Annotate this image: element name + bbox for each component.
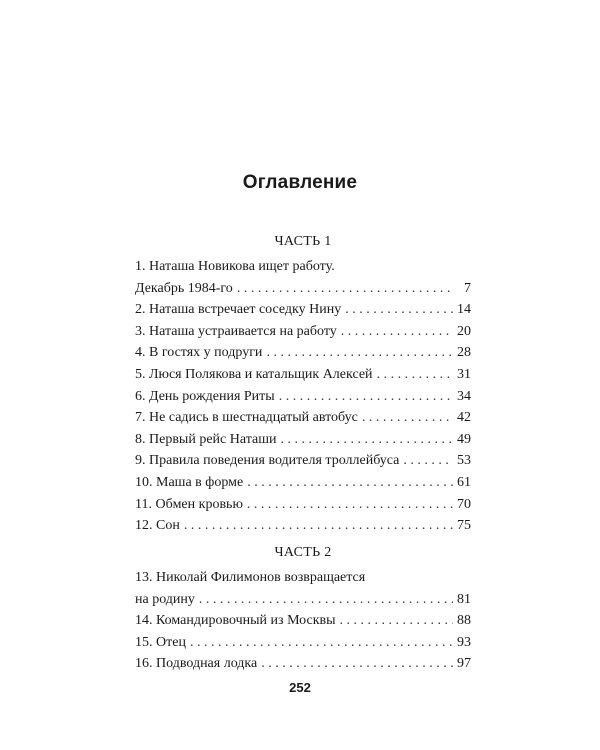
entry-title: 5. Люся Полякова и катальщик Алексей <box>135 366 373 382</box>
toc-part-1 <box>135 232 471 537</box>
entry-title: 10. Маша в форме <box>135 474 244 490</box>
leader-dots <box>281 429 454 451</box>
entry-title: 11. Обмен кровью <box>135 496 243 512</box>
leader-dots <box>377 364 453 386</box>
entry-title: 6. День рождения Риты <box>135 388 275 404</box>
entry-title: 16. Подводная лодка <box>135 656 258 672</box>
toc-entry <box>135 653 471 675</box>
leader-dots <box>341 321 453 343</box>
leader-dots <box>279 386 453 408</box>
toc-entry <box>135 386 471 408</box>
entry-title: 2. Наташа встречает соседку Нину <box>135 302 342 318</box>
entry-page: 34 <box>457 388 471 404</box>
entry-page: 70 <box>457 496 471 512</box>
toc-entry <box>135 321 471 343</box>
entry-title: 7. Не садись в шестнадцатый автобус <box>135 410 358 426</box>
toc-entry <box>135 567 471 610</box>
entry-page: 49 <box>457 431 471 447</box>
entry-title-line: 13. Николай Филимонов возвращается <box>135 570 366 585</box>
toc-entry <box>135 342 471 364</box>
toc-entry <box>135 256 471 299</box>
part-heading: ЧАСТЬ 1 <box>274 234 332 249</box>
toc-entry <box>135 494 471 516</box>
entry-title: 8. Первый рейс Наташи <box>135 431 277 447</box>
entry-title: 14. Командировочный из Москвы <box>135 613 336 629</box>
leader-dots <box>266 342 453 364</box>
leader-dots <box>237 278 453 300</box>
toc-entry <box>135 450 471 472</box>
entry-title: 15. Отец <box>135 634 186 650</box>
leader-dots <box>199 589 453 611</box>
leader-dots <box>403 450 453 472</box>
entry-page: 61 <box>457 474 471 490</box>
entry-title: на родину <box>135 591 195 607</box>
entry-title: 3. Наташа устраивается на работу <box>135 323 337 339</box>
entry-page: 81 <box>457 591 471 607</box>
leader-dots <box>261 653 453 675</box>
entry-page: 53 <box>457 453 471 469</box>
toc-entry <box>135 364 471 386</box>
entry-page: 14 <box>457 302 471 318</box>
toc-part-2 <box>135 543 471 675</box>
toc-title: Оглавление <box>242 172 358 193</box>
toc-entry <box>135 472 471 494</box>
entry-page: 97 <box>457 656 471 672</box>
toc-entry <box>135 407 471 429</box>
toc-entry <box>135 299 471 321</box>
leader-dots <box>184 515 453 537</box>
entry-page: 28 <box>457 345 471 361</box>
leader-dots <box>247 472 453 494</box>
entry-page: 93 <box>457 634 471 650</box>
page-number: 252 <box>289 680 311 695</box>
entry-page: 7 <box>464 280 471 296</box>
entry-title: 12. Сон <box>135 518 180 534</box>
entry-page: 31 <box>457 366 471 382</box>
entry-page: 88 <box>457 613 471 629</box>
toc-entry <box>135 632 471 654</box>
leader-dots <box>190 632 453 654</box>
entry-title: Декабрь 1984-го <box>135 280 233 296</box>
leader-dots <box>345 299 453 321</box>
toc-entry <box>135 515 471 537</box>
entry-page: 75 <box>457 518 471 534</box>
entry-title: 9. Правила поведения водителя троллейбуса <box>135 453 400 469</box>
leader-dots <box>247 494 453 516</box>
toc-entry <box>135 610 471 632</box>
entry-page: 20 <box>457 323 471 339</box>
part-heading: ЧАСТЬ 2 <box>274 545 332 560</box>
entry-title: 4. В гостях у подруги <box>135 345 263 361</box>
entry-title-line: 1. Наташа Новикова ищет работу. <box>135 259 335 274</box>
toc-entry <box>135 429 471 451</box>
entry-page: 42 <box>457 410 471 426</box>
leader-dots <box>340 610 453 632</box>
leader-dots <box>362 407 453 429</box>
